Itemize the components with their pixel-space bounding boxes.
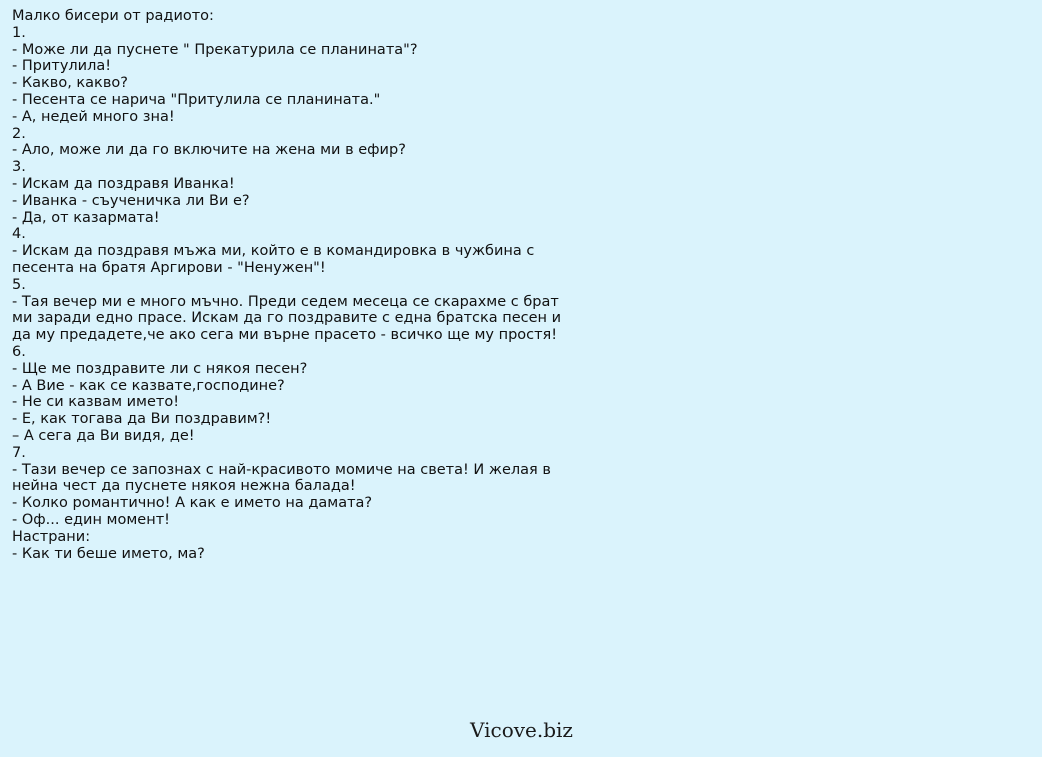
text-line: - Не си казвам името! bbox=[12, 394, 180, 411]
text-line: 6. bbox=[12, 343, 26, 360]
text-line: 7. bbox=[12, 444, 26, 461]
text-line: 4. bbox=[12, 226, 26, 243]
text-line: 2. bbox=[12, 125, 26, 142]
text-line: - Искам да поздравя мъжа ми, който е в командировка в чужбина с bbox=[12, 243, 535, 260]
text-line: - Иванка - съученичка ли Ви е? bbox=[12, 192, 250, 209]
text-line: 5. bbox=[12, 276, 26, 293]
text-line: - Колко романтично! А как е името на дамата? bbox=[12, 495, 373, 512]
text-line: - Как ти беше името, ма? bbox=[12, 545, 205, 562]
text-line: Малко бисери от радиото: bbox=[12, 8, 214, 24]
text-line: 3. bbox=[12, 159, 26, 176]
text-line: - Оф... един момент! bbox=[12, 511, 170, 528]
text-line: песента на братя Аргирови - "Ненужен"! bbox=[12, 259, 326, 276]
text-line: ми заради едно прасе. Искам да го поздравите с една братска песен и bbox=[12, 310, 562, 327]
text-line: - Ще ме поздравите ли с някоя песен? bbox=[12, 360, 308, 377]
text-line: - Искам да поздравя Иванка! bbox=[12, 175, 235, 192]
joke-text bbox=[12, 8, 1032, 562]
watermark: Vicove.biz bbox=[470, 718, 573, 742]
text-line: - А Вие - как се казвате,господине? bbox=[12, 377, 285, 394]
text-line: нейна чест да пуснете някоя нежна балада! bbox=[12, 478, 356, 495]
text-line: - Тази вечер се запознах с най-красивото момиче на света! И желая в bbox=[12, 461, 551, 478]
text-line: Настрани: bbox=[12, 528, 91, 545]
text-line: - Ало, може ли да го включите на жена ми в ефир? bbox=[12, 142, 406, 159]
text-line: - А, недей много зна! bbox=[12, 108, 175, 125]
text-line: - Да, от казармата! bbox=[12, 209, 160, 226]
text-line: 1. bbox=[12, 24, 26, 41]
text-line: - Притулила! bbox=[12, 58, 112, 75]
text-line: - Тая вечер ми е много мъчно. Преди седем месеца се скарахме с брат bbox=[12, 293, 559, 310]
text-line: - Какво, какво? bbox=[12, 75, 128, 92]
text-line: - Може ли да пуснете " Прекатурила се планината"? bbox=[12, 41, 418, 58]
text-line: - Е, как тогава да Ви поздравим?! bbox=[12, 411, 272, 428]
text-line: да му предадете,че ако сега ми върне прасето - всичко ще му простя! bbox=[12, 327, 558, 344]
text-line: - Песента се нарича "Притулила се планината." bbox=[12, 91, 381, 108]
text-line: – А сега да Ви видя, де! bbox=[12, 427, 195, 444]
